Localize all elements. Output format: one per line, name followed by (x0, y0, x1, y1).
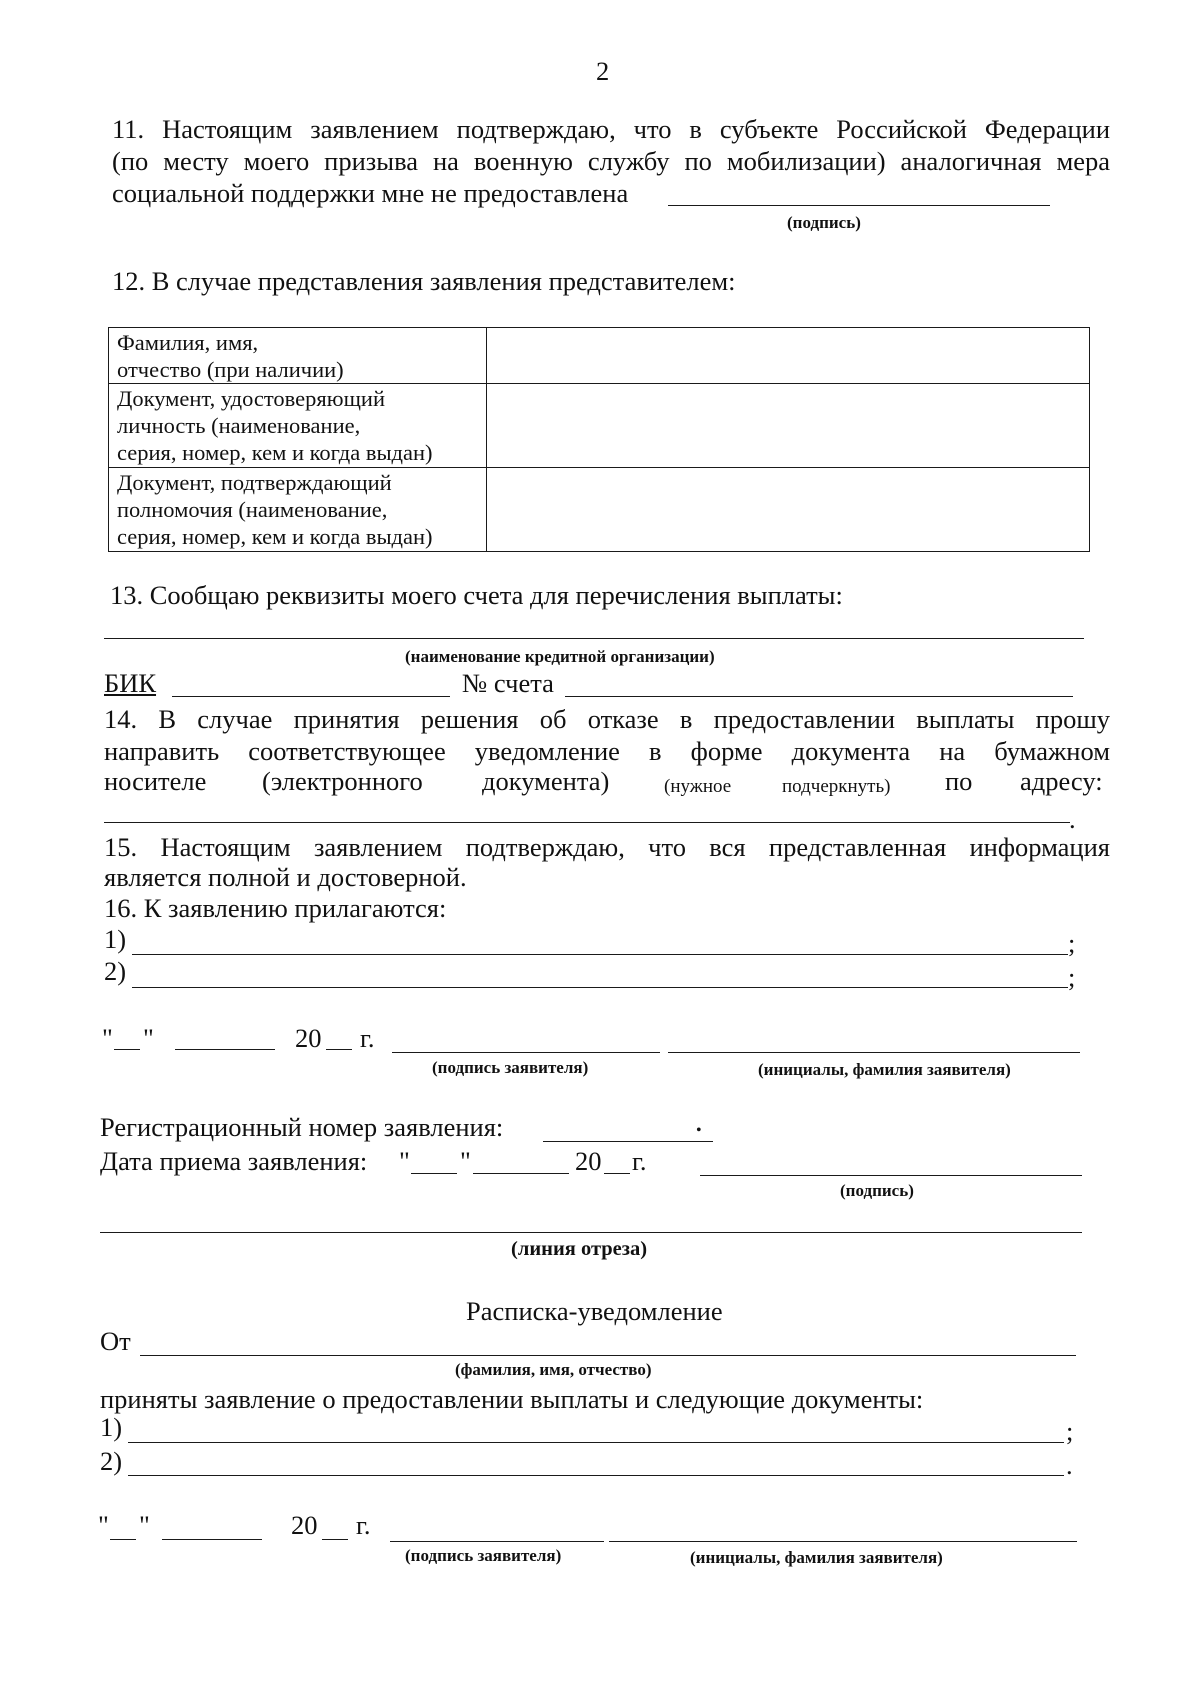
receipt-doc-1-semicolon: ; (1066, 1416, 1074, 1446)
p11-line2: (по месту моего призыва на военную службу по мобилизации) аналогичная мера (112, 146, 1110, 176)
receipt-sign-quote-open: " (98, 1510, 109, 1540)
account-line[interactable] (565, 696, 1073, 697)
receipt-doc-1-number: 1) (100, 1412, 123, 1442)
receipt-date-year-suffix: г. (632, 1146, 647, 1176)
date-year-suffix: г. (360, 1023, 375, 1053)
registrar-signature-line[interactable] (700, 1175, 1082, 1176)
receipt-date-quote-close: " (460, 1146, 471, 1176)
registration-mark: • (696, 1122, 702, 1139)
bik-label: БИК (104, 668, 157, 698)
date-month-line[interactable] (175, 1049, 275, 1050)
p14-word-underline: подчеркнуть) (782, 776, 891, 797)
p11-line3: социальной поддержки мне не предоставлена (112, 178, 629, 208)
table-row (109, 328, 1090, 384)
p14-word-electronic: (электронного (262, 766, 423, 796)
p14-word-needed: (нужное (664, 776, 732, 797)
receipt-title: Расписка-уведомление (466, 1296, 723, 1326)
receipt-from-caption: (фамилия, имя, отчество) (455, 1360, 652, 1379)
receipt-date-month-line[interactable] (473, 1173, 569, 1174)
registration-number-line[interactable] (543, 1141, 713, 1142)
receipt-doc-2-line[interactable] (128, 1475, 1064, 1476)
address-end-period: . (1069, 804, 1076, 834)
receipt-signature-caption: (подпись заявителя) (405, 1546, 562, 1565)
receipt-date-year-prefix: 20 (575, 1146, 602, 1176)
registration-number-label: Регистрационный номер заявления: (100, 1112, 504, 1142)
p12-heading: 12. В случае представления заявления представителем: (112, 266, 736, 296)
receipt-sign-quote-close: " (139, 1510, 150, 1540)
receipt-sign-month-line[interactable] (162, 1539, 262, 1540)
receipt-name-line[interactable] (609, 1541, 1077, 1542)
receipt-sign-year-prefix: 20 (291, 1510, 318, 1540)
table-row (109, 468, 1090, 552)
receipt-name-caption: (инициалы, фамилия заявителя) (690, 1548, 943, 1567)
date-day-line[interactable] (114, 1049, 140, 1050)
cut-line (100, 1232, 1082, 1233)
attachment-1-line[interactable] (132, 954, 1068, 955)
attachment-2-semicolon: ; (1068, 962, 1076, 992)
receipt-sign-year-line[interactable] (322, 1539, 348, 1540)
row-label-full-name: Фамилия, имя, отчество (при наличии) (109, 328, 487, 384)
signature-caption: (подпись) (787, 213, 861, 232)
applicant-name-caption: (инициалы, фамилия заявителя) (758, 1060, 1011, 1079)
receipt-sign-year-suffix: г. (356, 1510, 371, 1540)
p13-heading: 13. Сообщаю реквизиты моего счета для перечисления выплаты: (110, 580, 843, 610)
p14-word-carrier: носителе (104, 766, 207, 796)
receipt-doc-2-number: 2) (100, 1446, 123, 1476)
receipt-date-day-line[interactable] (411, 1173, 457, 1174)
receipt-from-label: От (100, 1326, 131, 1356)
date-quote-close: " (143, 1023, 154, 1053)
account-label: № счета (462, 668, 554, 698)
row-value-identity-document[interactable] (487, 384, 1090, 468)
bank-name-caption: (наименование кредитной организации) (405, 647, 715, 666)
row-label-identity-document: Документ, удостоверяющий личность (наименование, серия, номер, кем и когда выдан) (109, 384, 487, 468)
attachment-2-line[interactable] (132, 987, 1068, 988)
attachment-1-number: 1) (104, 924, 127, 954)
receipt-date-year-line[interactable] (604, 1173, 630, 1174)
receipt-accepted-text: приняты заявление о предоставлении выплаты и следующие документы: (100, 1384, 924, 1414)
p14-word-by: по (945, 766, 973, 796)
p14-word-document: документа) (482, 766, 610, 796)
row-value-full-name[interactable] (487, 328, 1090, 384)
attachment-1-semicolon: ; (1068, 928, 1076, 958)
registrar-signature-caption: (подпись) (840, 1181, 914, 1200)
receipt-from-line[interactable] (140, 1355, 1076, 1356)
page-number: 2 (596, 56, 610, 86)
receipt-date-label: Дата приема заявления: (100, 1146, 368, 1176)
signature-line[interactable] (668, 205, 1050, 206)
attachment-2-number: 2) (104, 956, 127, 986)
receipt-doc-2-period: . (1066, 1450, 1073, 1480)
receipt-date-quote-open: " (399, 1146, 410, 1176)
p14-line2: направить соответствующее уведомление в форме документа на бумажном (104, 736, 1110, 766)
applicant-signature-caption: (подпись заявителя) (432, 1058, 589, 1077)
receipt-doc-1-line[interactable] (128, 1442, 1064, 1443)
bank-name-line[interactable] (104, 638, 1084, 639)
address-line[interactable] (104, 822, 1070, 823)
applicant-signature-line[interactable] (392, 1052, 660, 1053)
date-year-line[interactable] (326, 1049, 352, 1050)
representative-table (108, 327, 1090, 552)
receipt-sign-day-line[interactable] (110, 1539, 136, 1540)
p16-heading: 16. К заявлению прилагаются: (104, 893, 447, 923)
p14-line1: 14. В случае принятия решения об отказе в предоставлении выплаты прошу (104, 704, 1110, 734)
cut-line-caption: (линия отреза) (511, 1238, 648, 1260)
p15-line1: 15. Настоящим заявлением подтверждаю, что вся представленная информация (104, 832, 1110, 862)
date-quote-open: " (102, 1023, 113, 1053)
applicant-name-line[interactable] (668, 1052, 1080, 1053)
p11-line1: 11. Настоящим заявлением подтверждаю, что в субъекте Российской Федерации (112, 114, 1110, 144)
bik-line[interactable] (172, 696, 450, 697)
table-row (109, 384, 1090, 468)
p14-word-address: адресу: (1020, 766, 1103, 796)
row-value-authority-document[interactable] (487, 468, 1090, 552)
row-label-authority-document: Документ, подтверждающий полномочия (наименование, серия, номер, кем и когда выдан) (109, 468, 487, 552)
receipt-signature-line[interactable] (390, 1541, 604, 1542)
p15-line2: является полной и достоверной. (104, 862, 467, 892)
date-year-prefix: 20 (295, 1023, 322, 1053)
